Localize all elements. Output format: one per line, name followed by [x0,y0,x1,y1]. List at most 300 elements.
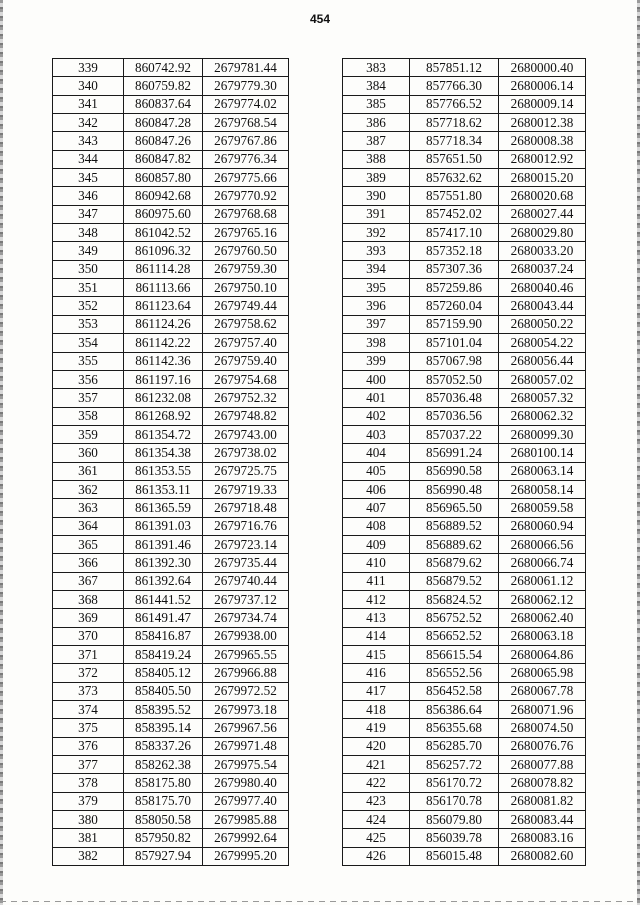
table-row [53,774,289,792]
y-coordinate-cell: 2679759.30 [203,260,289,278]
point-number-cell: 387 [343,132,410,150]
y-coordinate-cell: 2680083.44 [499,811,586,829]
x-coordinate-cell: 856990.48 [410,480,499,498]
table-row [343,682,586,700]
coordinates-table-left-body [53,59,289,866]
y-coordinate-cell: 2680059.58 [499,499,586,517]
y-coordinate-cell: 2680082.60 [499,847,586,865]
y-coordinate-cell: 2680033.20 [499,242,586,260]
point-number-cell: 367 [53,572,124,590]
point-number-cell: 359 [53,425,124,443]
y-coordinate-cell: 2679757.40 [203,334,289,352]
x-coordinate-cell: 860847.28 [124,114,203,132]
point-number-cell: 419 [343,719,410,737]
table-row [53,682,289,700]
point-number-cell: 398 [343,334,410,352]
table-row [53,664,289,682]
y-coordinate-cell: 2680020.68 [499,187,586,205]
table-row [53,590,289,608]
table-row [343,792,586,810]
y-coordinate-cell: 2680057.32 [499,389,586,407]
table-row [53,407,289,425]
x-coordinate-cell: 861042.52 [124,224,203,242]
point-number-cell: 384 [343,77,410,95]
y-coordinate-cell: 2680066.74 [499,554,586,572]
coordinates-table-right-body [343,59,586,866]
table-row [343,480,586,498]
point-number-cell: 343 [53,132,124,150]
y-coordinate-cell: 2679776.34 [203,150,289,168]
table-row [343,462,586,480]
table-row [343,59,586,77]
point-number-cell: 405 [343,462,410,480]
table-row [343,499,586,517]
x-coordinate-cell: 857766.30 [410,77,499,95]
y-coordinate-cell: 2680062.40 [499,609,586,627]
point-number-cell: 422 [343,774,410,792]
point-number-cell: 408 [343,517,410,535]
point-number-cell: 378 [53,774,124,792]
y-coordinate-cell: 2680058.14 [499,480,586,498]
x-coordinate-cell: 856170.72 [410,774,499,792]
table-row [53,352,289,370]
x-coordinate-cell: 857651.50 [410,150,499,168]
y-coordinate-cell: 2679972.52 [203,682,289,700]
x-coordinate-cell: 861491.47 [124,609,203,627]
table-row [53,150,289,168]
y-coordinate-cell: 2680083.16 [499,829,586,847]
x-coordinate-cell: 860847.82 [124,150,203,168]
y-coordinate-cell: 2680015.20 [499,169,586,187]
y-coordinate-cell: 2679980.40 [203,774,289,792]
table-row [343,260,586,278]
y-coordinate-cell: 2680050.22 [499,315,586,333]
point-number-cell: 361 [53,462,124,480]
point-number-cell: 373 [53,682,124,700]
point-number-cell: 397 [343,315,410,333]
y-coordinate-cell: 2679740.44 [203,572,289,590]
x-coordinate-cell: 856615.54 [410,646,499,664]
table-row [343,95,586,113]
x-coordinate-cell: 856257.72 [410,756,499,774]
table-row [53,59,289,77]
x-coordinate-cell: 861124.26 [124,315,203,333]
x-coordinate-cell: 857851.12 [410,59,499,77]
y-coordinate-cell: 2680060.94 [499,517,586,535]
table-row [343,297,586,315]
table-row [343,114,586,132]
point-number-cell: 356 [53,370,124,388]
y-coordinate-cell: 2679737.12 [203,590,289,608]
x-coordinate-cell: 856355.68 [410,719,499,737]
y-coordinate-cell: 2679774.02 [203,95,289,113]
x-coordinate-cell: 860759.82 [124,77,203,95]
point-number-cell: 403 [343,425,410,443]
y-coordinate-cell: 2679768.54 [203,114,289,132]
point-number-cell: 423 [343,792,410,810]
y-coordinate-cell: 2680043.44 [499,297,586,315]
point-number-cell: 352 [53,297,124,315]
table-row [343,279,586,297]
table-row [343,572,586,590]
point-number-cell: 410 [343,554,410,572]
point-number-cell: 388 [343,150,410,168]
y-coordinate-cell: 2679743.00 [203,425,289,443]
table-row [343,132,586,150]
point-number-cell: 358 [53,407,124,425]
y-coordinate-cell: 2680062.12 [499,590,586,608]
x-coordinate-cell: 861197.16 [124,370,203,388]
x-coordinate-cell: 856386.64 [410,701,499,719]
y-coordinate-cell: 2680008.38 [499,132,586,150]
point-number-cell: 404 [343,444,410,462]
table-row [53,572,289,590]
x-coordinate-cell: 858416.87 [124,627,203,645]
point-number-cell: 370 [53,627,124,645]
table-row [53,95,289,113]
x-coordinate-cell: 856170.78 [410,792,499,810]
y-coordinate-cell: 2679718.48 [203,499,289,517]
y-coordinate-cell: 2679735.44 [203,554,289,572]
x-coordinate-cell: 858419.24 [124,646,203,664]
table-row [53,132,289,150]
point-number-cell: 347 [53,205,124,223]
y-coordinate-cell: 2680063.14 [499,462,586,480]
y-coordinate-cell: 2679768.68 [203,205,289,223]
point-number-cell: 351 [53,279,124,297]
y-coordinate-cell: 2680099.30 [499,425,586,443]
table-row [343,646,586,664]
point-number-cell: 401 [343,389,410,407]
x-coordinate-cell: 856285.70 [410,737,499,755]
point-number-cell: 390 [343,187,410,205]
x-coordinate-cell: 857950.82 [124,829,203,847]
y-coordinate-cell: 2679779.30 [203,77,289,95]
y-coordinate-cell: 2680065.98 [499,664,586,682]
table-row [53,279,289,297]
y-coordinate-cell: 2680081.82 [499,792,586,810]
y-coordinate-cell: 2680077.88 [499,756,586,774]
point-number-cell: 420 [343,737,410,755]
y-coordinate-cell: 2680057.02 [499,370,586,388]
point-number-cell: 376 [53,737,124,755]
x-coordinate-cell: 858262.38 [124,756,203,774]
point-number-cell: 375 [53,719,124,737]
point-number-cell: 369 [53,609,124,627]
table-row [343,150,586,168]
point-number-cell: 341 [53,95,124,113]
point-number-cell: 421 [343,756,410,774]
y-coordinate-cell: 2680074.50 [499,719,586,737]
point-number-cell: 339 [53,59,124,77]
point-number-cell: 426 [343,847,410,865]
point-number-cell: 364 [53,517,124,535]
x-coordinate-cell: 856965.50 [410,499,499,517]
x-coordinate-cell: 857927.94 [124,847,203,865]
coordinates-table-left [52,58,289,866]
table-row [343,407,586,425]
x-coordinate-cell: 858175.80 [124,774,203,792]
y-coordinate-cell: 2680012.92 [499,150,586,168]
table-row [343,664,586,682]
y-coordinate-cell: 2679973.18 [203,701,289,719]
y-coordinate-cell: 2680029.80 [499,224,586,242]
table-row [53,315,289,333]
x-coordinate-cell: 856889.52 [410,517,499,535]
table-row [343,370,586,388]
y-coordinate-cell: 2679749.44 [203,297,289,315]
table-row [53,480,289,498]
table-row [53,242,289,260]
x-coordinate-cell: 861268.92 [124,407,203,425]
point-number-cell: 383 [343,59,410,77]
y-coordinate-cell: 2679754.68 [203,370,289,388]
table-row [343,847,586,865]
point-number-cell: 354 [53,334,124,352]
y-coordinate-cell: 2680027.44 [499,205,586,223]
x-coordinate-cell: 857101.04 [410,334,499,352]
x-coordinate-cell: 860942.68 [124,187,203,205]
x-coordinate-cell: 856990.58 [410,462,499,480]
x-coordinate-cell: 861123.64 [124,297,203,315]
table-row [53,756,289,774]
table-row [53,499,289,517]
y-coordinate-cell: 2679765.16 [203,224,289,242]
x-coordinate-cell: 857718.62 [410,114,499,132]
table-row [343,829,586,847]
x-coordinate-cell: 856452.58 [410,682,499,700]
page-number: 454 [309,12,331,26]
point-number-cell: 379 [53,792,124,810]
point-number-cell: 348 [53,224,124,242]
table-row [53,517,289,535]
point-number-cell: 371 [53,646,124,664]
y-coordinate-cell: 2679965.55 [203,646,289,664]
x-coordinate-cell: 861391.03 [124,517,203,535]
x-coordinate-cell: 856824.52 [410,590,499,608]
y-coordinate-cell: 2679734.74 [203,609,289,627]
y-coordinate-cell: 2679966.88 [203,664,289,682]
x-coordinate-cell: 856079.80 [410,811,499,829]
point-number-cell: 413 [343,609,410,627]
y-coordinate-cell: 2679758.62 [203,315,289,333]
table-row [53,425,289,443]
x-coordinate-cell: 858395.14 [124,719,203,737]
x-coordinate-cell: 860975.60 [124,205,203,223]
table-row [53,719,289,737]
table-row [343,334,586,352]
table-row [53,260,289,278]
table-row [343,315,586,333]
x-coordinate-cell: 857159.90 [410,315,499,333]
y-coordinate-cell: 2679767.86 [203,132,289,150]
y-coordinate-cell: 2679995.20 [203,847,289,865]
x-coordinate-cell: 861232.08 [124,389,203,407]
point-number-cell: 345 [53,169,124,187]
x-coordinate-cell: 856652.52 [410,627,499,645]
table-row [53,297,289,315]
x-coordinate-cell: 857052.50 [410,370,499,388]
y-coordinate-cell: 2679748.82 [203,407,289,425]
y-coordinate-cell: 2679723.14 [203,535,289,553]
point-number-cell: 363 [53,499,124,517]
table-row [53,701,289,719]
table-row [53,370,289,388]
table-row [343,242,586,260]
table-row [53,389,289,407]
point-number-cell: 407 [343,499,410,517]
y-coordinate-cell: 2679750.10 [203,279,289,297]
table-row [53,187,289,205]
point-number-cell: 394 [343,260,410,278]
y-coordinate-cell: 2680054.22 [499,334,586,352]
table-row [343,169,586,187]
table-row [343,554,586,572]
x-coordinate-cell: 857352.18 [410,242,499,260]
point-number-cell: 399 [343,352,410,370]
table-row [343,389,586,407]
y-coordinate-cell: 2679738.02 [203,444,289,462]
x-coordinate-cell: 856889.62 [410,535,499,553]
x-coordinate-cell: 861392.64 [124,572,203,590]
x-coordinate-cell: 856879.52 [410,572,499,590]
table-row [343,187,586,205]
point-number-cell: 385 [343,95,410,113]
x-coordinate-cell: 856752.52 [410,609,499,627]
point-number-cell: 424 [343,811,410,829]
x-coordinate-cell: 861354.72 [124,425,203,443]
y-coordinate-cell: 2679725.75 [203,462,289,480]
point-number-cell: 406 [343,480,410,498]
x-coordinate-cell: 858395.52 [124,701,203,719]
point-number-cell: 377 [53,756,124,774]
point-number-cell: 381 [53,829,124,847]
table-row [53,205,289,223]
x-coordinate-cell: 858337.26 [124,737,203,755]
y-coordinate-cell: 2680040.46 [499,279,586,297]
x-coordinate-cell: 861142.22 [124,334,203,352]
x-coordinate-cell: 857417.10 [410,224,499,242]
table-row [343,609,586,627]
table-row [343,774,586,792]
y-coordinate-cell: 2680012.38 [499,114,586,132]
point-number-cell: 382 [53,847,124,865]
y-coordinate-cell: 2680076.76 [499,737,586,755]
point-number-cell: 353 [53,315,124,333]
table-row [343,811,586,829]
y-coordinate-cell: 2680078.82 [499,774,586,792]
y-coordinate-cell: 2679775.66 [203,169,289,187]
table-row [343,719,586,737]
table-row [53,334,289,352]
y-coordinate-cell: 2680071.96 [499,701,586,719]
x-coordinate-cell: 861353.11 [124,480,203,498]
point-number-cell: 389 [343,169,410,187]
y-coordinate-cell: 2680063.18 [499,627,586,645]
x-coordinate-cell: 858405.50 [124,682,203,700]
x-coordinate-cell: 860857.80 [124,169,203,187]
y-coordinate-cell: 2679781.44 [203,59,289,77]
scan-edge-bottom [0,901,640,902]
y-coordinate-cell: 2680062.32 [499,407,586,425]
x-coordinate-cell: 861354.38 [124,444,203,462]
point-number-cell: 425 [343,829,410,847]
y-coordinate-cell: 2679719.33 [203,480,289,498]
x-coordinate-cell: 860847.26 [124,132,203,150]
x-coordinate-cell: 858175.70 [124,792,203,810]
y-coordinate-cell: 2680006.14 [499,77,586,95]
y-coordinate-cell: 2679992.64 [203,829,289,847]
table-row [53,535,289,553]
x-coordinate-cell: 857067.98 [410,352,499,370]
y-coordinate-cell: 2679759.40 [203,352,289,370]
x-coordinate-cell: 857766.52 [410,95,499,113]
point-number-cell: 417 [343,682,410,700]
y-coordinate-cell: 2680061.12 [499,572,586,590]
table-row [53,811,289,829]
table-row [343,352,586,370]
table-row [343,535,586,553]
x-coordinate-cell: 857037.22 [410,425,499,443]
table-row [53,829,289,847]
x-coordinate-cell: 857036.56 [410,407,499,425]
y-coordinate-cell: 2679971.48 [203,737,289,755]
point-number-cell: 402 [343,407,410,425]
y-coordinate-cell: 2679716.76 [203,517,289,535]
point-number-cell: 344 [53,150,124,168]
table-row [53,77,289,95]
x-coordinate-cell: 861365.59 [124,499,203,517]
point-number-cell: 360 [53,444,124,462]
point-number-cell: 365 [53,535,124,553]
table-row [343,224,586,242]
x-coordinate-cell: 861114.28 [124,260,203,278]
y-coordinate-cell: 2679977.40 [203,792,289,810]
point-number-cell: 414 [343,627,410,645]
point-number-cell: 411 [343,572,410,590]
x-coordinate-cell: 861392.30 [124,554,203,572]
y-coordinate-cell: 2679752.32 [203,389,289,407]
point-number-cell: 350 [53,260,124,278]
table-row [53,224,289,242]
table-row [343,444,586,462]
x-coordinate-cell: 856552.56 [410,664,499,682]
point-number-cell: 393 [343,242,410,260]
x-coordinate-cell: 861353.55 [124,462,203,480]
y-coordinate-cell: 2680009.14 [499,95,586,113]
y-coordinate-cell: 2680056.44 [499,352,586,370]
table-row [53,169,289,187]
y-coordinate-cell: 2680067.78 [499,682,586,700]
point-number-cell: 374 [53,701,124,719]
table-row [53,847,289,865]
point-number-cell: 412 [343,590,410,608]
table-row [343,205,586,223]
point-number-cell: 386 [343,114,410,132]
y-coordinate-cell: 2680064.86 [499,646,586,664]
table-row [343,425,586,443]
point-number-cell: 409 [343,535,410,553]
y-coordinate-cell: 2680000.40 [499,59,586,77]
table-row [343,77,586,95]
y-coordinate-cell: 2679760.50 [203,242,289,260]
x-coordinate-cell: 861113.66 [124,279,203,297]
point-number-cell: 346 [53,187,124,205]
x-coordinate-cell: 860837.64 [124,95,203,113]
x-coordinate-cell: 857259.86 [410,279,499,297]
point-number-cell: 340 [53,77,124,95]
y-coordinate-cell: 2680100.14 [499,444,586,462]
